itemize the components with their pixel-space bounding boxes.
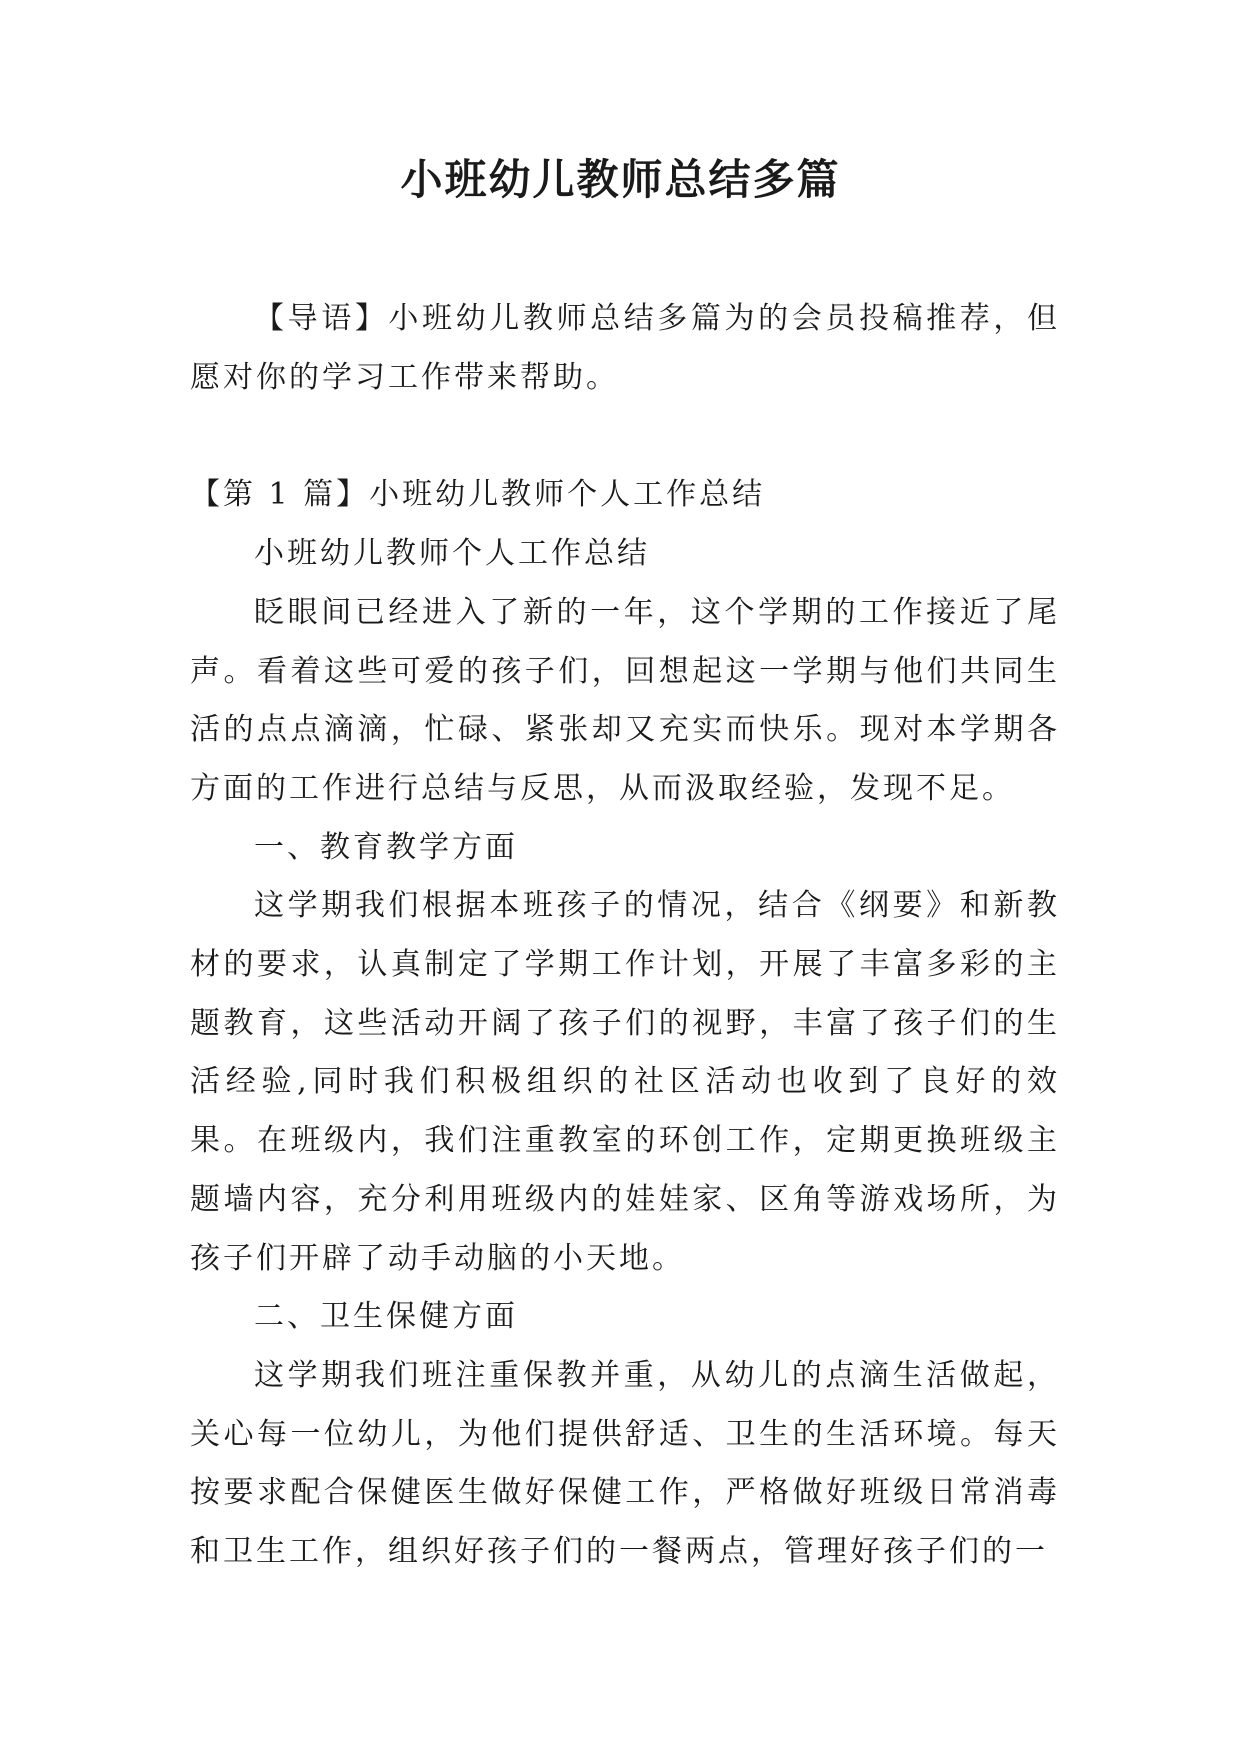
paragraph-3: 这学期我们班注重保教并重，从幼儿的点滴生活做起，关心每一位幼儿，为他们提供舒适、卫生的生活环境。每天按要求配合保健医生做好保健工作，严格做好班级日常消毒和卫生工作，组织好孩子们的一餐两点，管理好孩子们的一 (190, 1357, 1060, 1570)
heading-education: 一、教育教学方面 (254, 829, 518, 865)
heading-health: 二、卫生保健方面 (254, 1299, 518, 1335)
section-heading: 【第 1 篇】小班幼儿教师个人工作总结 (190, 477, 766, 513)
paragraph-1: 眨眼间已经进入了新的一年，这个学期的工作接近了尾声。看着这些可爱的孩子们，回想起这一学期与他们共同生活的点点滴滴，忙碌、紧张却又充实而快乐。现对本学期各方面的工作进行总结与反思，从而汲取经验，发现不足。 (190, 594, 1060, 806)
intro-paragraph: 【导语】小班幼儿教师总结多篇为的会员投稿推荐，但愿对你的学习工作带来帮助。 (190, 301, 1060, 395)
paragraph-2: 这学期我们根据本班孩子的情况，结合《纲要》和新教材的要求，认真制定了学期工作计划，开展了丰富多彩的主题教育，这些活动开阔了孩子们的视野，丰富了孩子们的生活经验,同时我们积极组织的社区活动也收到了良好的效果。在班级内，我们注重教室的环创工作，定期更换班级主题墙内容，充分利用班级内的娃娃家、区角等游戏场所，为孩子们开辟了动手动脑的小天地。 (190, 888, 1060, 1276)
document-body (190, 290, 1060, 1582)
document-title: 小班幼儿教师总结多篇 (400, 155, 841, 204)
section-subtitle: 小班幼儿教师个人工作总结 (254, 536, 650, 572)
